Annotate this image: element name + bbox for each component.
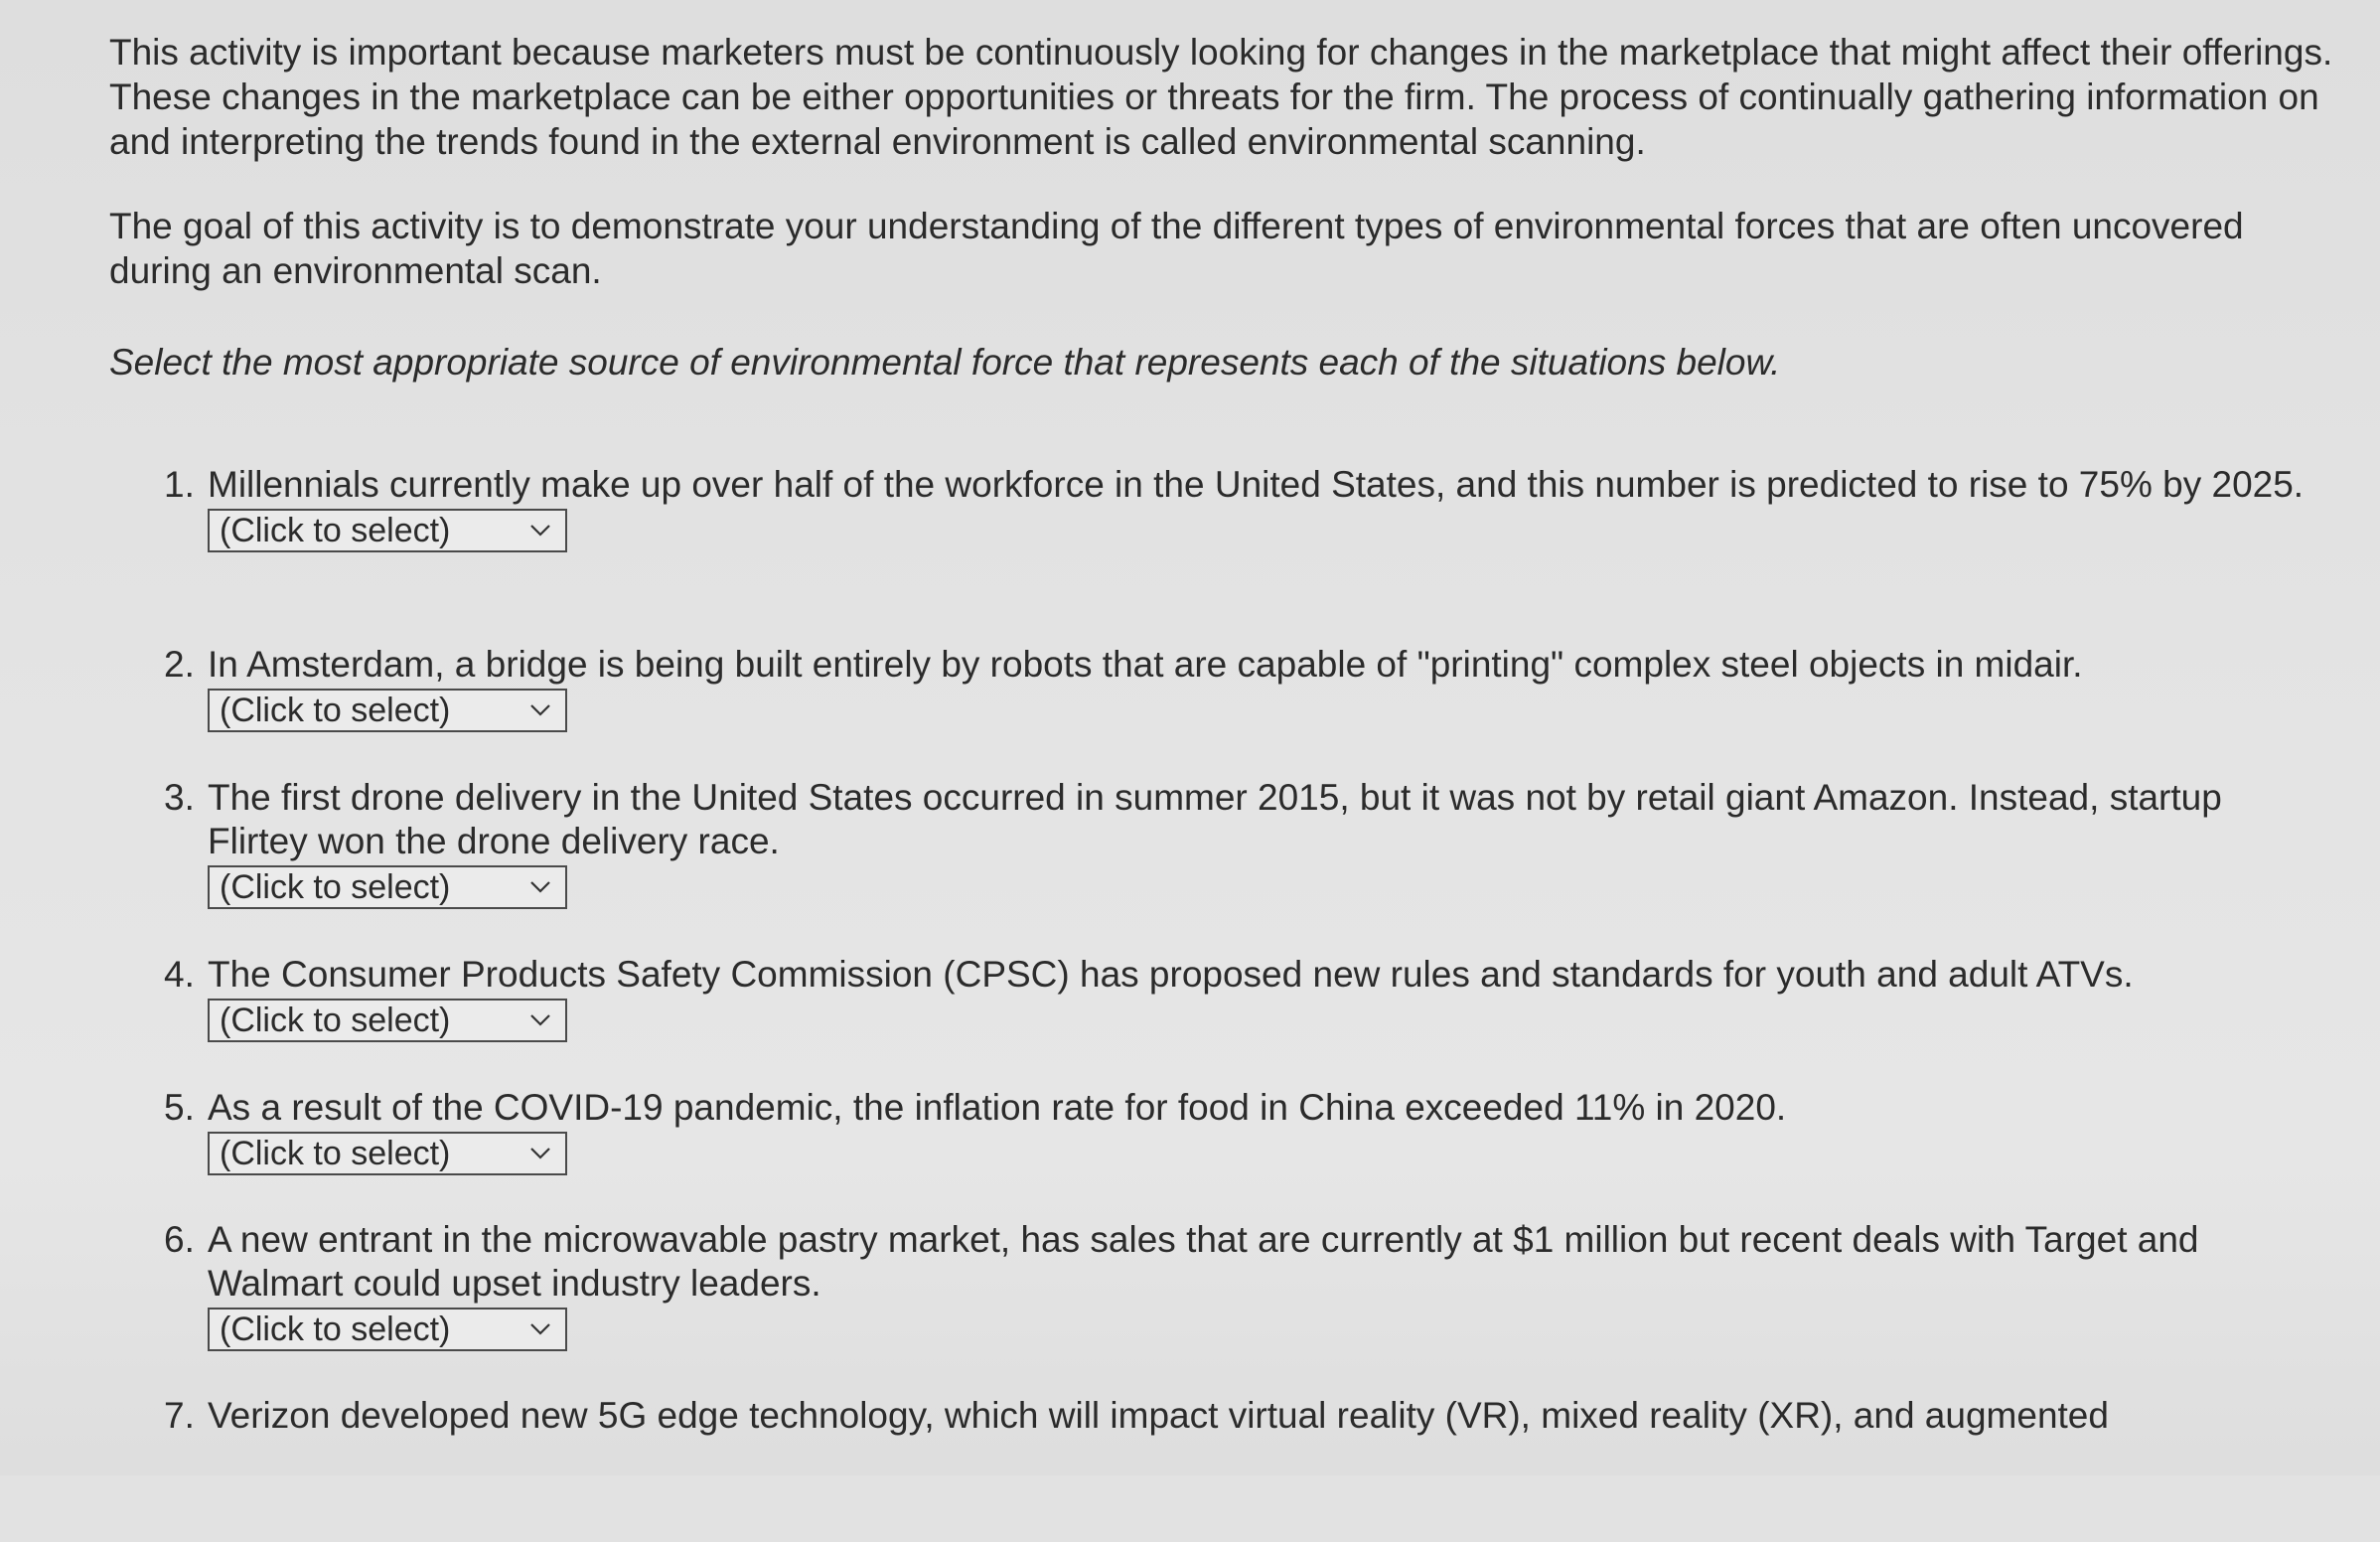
question-text: Verizon developed new 5G edge technology, which will impact virtual reality (VR), mixed reality (XR), and augmented <box>208 1395 2109 1436</box>
goal-paragraph: The goal of this activity is to demonstrate your understanding of the different types of environmental forces that are often uncovered during an environmental scan. <box>109 206 2244 291</box>
question-text: The first drone delivery in the United States occurred in summer 2015, but it was not by retail giant Amazon. Instead, startup Flirtey won the drone delivery race. <box>208 777 2222 861</box>
answer-dropdown-2[interactable] <box>208 689 567 732</box>
chevron-down-icon <box>529 1013 551 1027</box>
intro-paragraph: This activity is important because marketers must be continuously looking for changes in the marketplace that might affect their offerings. These changes in the marketplace can be either opportunities or threats for the firm. The process of continually gathering information on and interpreting the trends found in the external environment is called environmental scanning. <box>109 32 2333 162</box>
question-3 <box>164 776 2309 909</box>
dropdown-value: (Click to select) <box>220 691 451 729</box>
dropdown-value: (Click to select) <box>220 1134 451 1172</box>
answer-dropdown-6[interactable] <box>208 1308 567 1351</box>
question-number: 1. <box>164 464 195 505</box>
question-text: Millennials currently make up over half of the workforce in the United States, and this number is predicted to rise to 75% by 2025. <box>208 464 2305 505</box>
dropdown-value: (Click to select) <box>220 867 451 906</box>
dropdown-value: (Click to select) <box>220 511 451 549</box>
question-text: The Consumer Products Safety Commission (CPSC) has proposed new rules and standards for youth and adult ATVs. <box>208 954 2134 995</box>
question-7 <box>164 1394 2309 1438</box>
question-5 <box>164 1086 2309 1175</box>
answer-dropdown-5[interactable] <box>208 1132 567 1175</box>
question-4 <box>164 953 2309 1042</box>
chevron-down-icon <box>529 524 551 538</box>
question-number: 7. <box>164 1395 195 1436</box>
chevron-down-icon <box>529 703 551 717</box>
answer-dropdown-3[interactable] <box>208 865 567 909</box>
answer-dropdown-1[interactable] <box>208 509 567 552</box>
question-text: A new entrant in the microwavable pastry market, has sales that are currently at $1 million but recent deals with Target and Walmart could upset industry leaders. <box>208 1219 2199 1304</box>
question-1 <box>164 463 2309 552</box>
chevron-down-icon <box>529 1147 551 1160</box>
chevron-down-icon <box>529 1322 551 1336</box>
answer-dropdown-4[interactable] <box>208 999 567 1042</box>
question-6 <box>164 1218 2309 1351</box>
question-text: As a result of the COVID-19 pandemic, the inflation rate for food in China exceeded 11% in 2020. <box>208 1087 1787 1128</box>
question-number: 2. <box>164 644 195 685</box>
question-number: 6. <box>164 1219 195 1260</box>
question-2 <box>164 643 2309 732</box>
question-text: In Amsterdam, a bridge is being built entirely by robots that are capable of "printing" complex steel objects in midair. <box>208 644 2083 685</box>
instruction-text: Select the most appropriate source of environmental force that represents each of the situations below. <box>109 342 1781 383</box>
page-bottom-edge <box>0 1475 2380 1542</box>
chevron-down-icon <box>529 880 551 894</box>
question-number: 5. <box>164 1087 195 1128</box>
dropdown-value: (Click to select) <box>220 1001 451 1039</box>
question-number: 3. <box>164 777 195 818</box>
question-number: 4. <box>164 954 195 995</box>
dropdown-value: (Click to select) <box>220 1310 451 1348</box>
